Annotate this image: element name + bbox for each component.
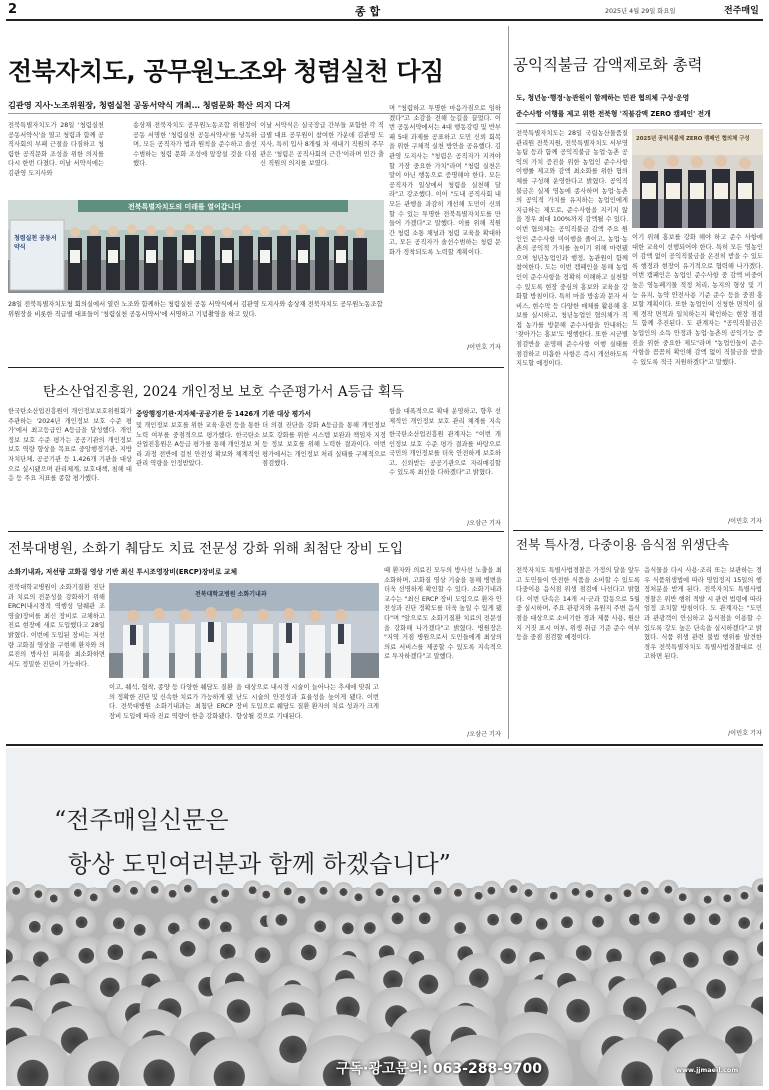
article1-caption: 28일 전북특별자치도청 회의실에서 열린 노조와 함께하는 청렴실천 공동 서약식에서 김관영 도지사와 송상재 전북자치도 공무원노동조합 위원장을 비롯한 직급별 대표들이 '청렴실천 공동서약서'에 서명하고 기념촬영을 하고 있다. [8,301,383,318]
sunflower-decoration [717,888,737,908]
article1-subhead: 김관영 지사·노조위원장, 청렴실천 공동서약식 개최… 청렴문화 확산 의지 다져 [8,100,291,110]
ad-top-rule [6,744,763,746]
article1-headline: 전북자치도, 공무원노조와 청렴실천 다짐 [8,57,444,86]
sunflower-decoration [579,884,599,904]
sunflower-decoration [544,886,564,906]
issue-date: 2025년 4월 29일 화요일 [605,8,676,15]
article2-photo [632,129,763,228]
sunflower-decoration [383,903,413,933]
ad-quote-line2: 항상 도민여러분과 함께 하겠습니다” [68,850,451,878]
article5-byline: /오삼근 기자 [467,731,501,738]
article5-col4: 때 환자와 의료진 모두의 방사선 노출을 최소화하며, 고화질 영상 기술을 통해 병변을 더욱 선명하게 확인할 수 있다. 소화기내과 교수는 "최신 ERCP 장비 도입으로 환자 안전성과 진단 정확도를 더욱 높일 수 있게 됐다"며 "앞으로도 소화기질환 치료의 전문성을 강화해 나가겠다"고 밝혔다. 병원장은 "지역 거점 병원으로서 도민들에게 최상의 의료 서비스를 제공할 수 있도록 지속적으로 투자하겠다"고 말했다. [384,567,502,661]
sunflower-decoration [256,885,276,905]
sunflower-decoration [215,883,235,903]
sunflower-decoration [410,903,440,933]
article1-col3: 이날 서약식은 실국장급 간부들 포함한 각 직급별 대표 공무원이 참여한 가운데 김관영 도지사, 특히 입사 8개월 차 새내기 직원의 주무관은 '청렴은 공직사회의 근간'이라며 민간 출신 직원의 의지를 보였다. [260,122,384,168]
article2-headline: 공익직불금 감액제로화 총력 [513,56,703,74]
ad-quote-line1: “전주매일신문은 [54,806,229,834]
article1-col2: 송상재 전북자치도 공무원노동조합 위원장이 공동 서명한 '청렴실천 공동서약서'를 낭독하며, 모든 공직자가 법과 원칙을 준수하고 솔선수범하는 청렴 문화 조성에 앞장설 것을 다짐했다. [133,122,257,168]
sunflower-decoration [735,886,755,906]
article5-subhead: 소화기내과, 저선량 고화질 영상 기반 최신 투시조영장비(ERCP)장비로 교체 [8,568,238,576]
article5-col2: 이고, 췌석, 협착, 종양 등 다양한 췌담도 질환의 정확한 진단 및 신속한 치료가 가능하게 됐다. 전북대병원 소화기내과는 최첨단 ERCP 장비 도입에 따라 진료 역량이 한층 강화됐다. [109,684,233,720]
page-number: 2 [8,2,18,17]
article2-subhead-2: 준수사항 이행률 제고 위한 전북형 '직불감액 ZERO 캠페인' 전개 [516,110,711,118]
sunflower-decoration [124,881,144,901]
sunflower-decoration [618,883,638,903]
article2-col2: 이기 위해 홍보를 강화 해야 하고 준수 사항에 대한 교육이 선행되어야 한다. 특히 모든 영농인이 감액 없이 공익직불금을 온전히 받을 수 있도록 행정과 현장이 유기적으로 협력해 나가겠다. 이번 캠페인은 농업인 준수사항 중 감액 비중이 높은 영농폐기물 적정 처리, 농지의 형상 및 기능 유지, 농약 안전사용 기준 준수 등을 중점 홍보할 계획이다. 또한 농업인이 신청한 면적이 실제 경작 면적과 일치하는지 확인하는 현장 점검도 함께 추진된다. 도 관계자는 "공익직불금은 농업인의 소득 안정과 농업·농촌의 공익기능 증진을 위한 중요한 제도"라며 "농업인들이 준수사항을 꼼꼼히 확인해 감액 없이 직불금을 받을 수 있도록 적극 지원하겠다"고 말했다. [632,234,763,366]
article2-subhead-1: 도, 청년농·행정·농관원이 함께하는 민관 협의체 구성·운영 [516,94,690,102]
ad-url: www.jjmaeil.com [676,1066,739,1074]
sunflower-decoration [635,881,655,901]
article3-col2: 및 개인정보 보호를 위한 교육·훈련 등을 통한 노력 여부를 중점적으로 평가했다. 한국탄소산업진흥원은 A등급 평가를 통해 개인정보 처리 과정 전반에 걸친 안전성 확보와 체계적인 관리 역량을 인정받았다. [136,422,260,468]
ad-contact: 구독·광고문의: 063-288-9700 [336,1061,542,1077]
sunflower-decoration [501,904,531,934]
sunflower-decoration [266,905,296,935]
article4-headline: 전북 특사경, 다중이용 음식점 위생단속 [516,537,730,552]
article3-subhead: 중앙행정기관·지자체·공공기관 등 1426개 기관 대상 평가서 [136,410,311,418]
article2-byline: /이민호 기자 [728,518,762,525]
column-divider [508,26,509,739]
article4-col2: 음식물을 다시 사용·조리 또는 보관하는 경우 식품위생법에 따라 영업정지 15일의 행정처분을 받게 된다. 전북자치도 특별사법경찰은 위반 행위 적발 시 관련 법령에 따라 엄정 조치할 방침이다. 도 관계자는 "도민과 관광객이 안심하고 음식점을 이용할 수 있도록 강도 높은 단속을 실시하겠다"고 밝혔다. 식품 위생 관련 불법 행위를 발견한 경우 전북특별자치도 특별사법경찰대로 신고하면 된다. [644,567,762,661]
sunflower-decoration [598,888,618,908]
sunflower-decoration [519,883,539,903]
article1-bottom-rule [8,367,504,368]
article5-headline: 전북대병원, 소화기 췌담도 치료 전문성 강화 위해 최첨단 장비 도입 [8,541,404,557]
sunflower-decoration [583,907,613,937]
article4-byline: /이민호 기자 [728,730,762,737]
sunflower-decoration [639,903,669,933]
article3-col5: 한국탄소산업진흥원 관계자는 "이번 개인정보 보호 수준 평가 결과를 바탕으로 국민의 개인정보를 더욱 안전하게 보호하고, 신뢰받는 공공기관으로 자리매김할 수 있도록 최선을 다하겠다"고 밝혔다. [389,431,501,477]
article5-col1: 전북대학교병원이 소화기질환 진단과 치료의 전문성을 강화하기 위해 ERCP(내시경적 역행성 담췌관 조영술)장비를 최신 장비로 교체하고 진료 현장에 새로 도입했다고 28일 밝혔다. 이번에 도입된 장비는 저선량 고화질 영상을 구현해 환자와 의료진의 방사선 피폭을 최소화하면서도 정밀한 진단이 가능하다. [8,584,105,668]
sunflower-decoration [700,904,730,934]
sunflower-decoration [107,879,127,899]
article3-col3: 더 의결 진단을 강화 A등급을 통해 개인정보 보호 강화를 위한 시스템 보완과 책임자 지정 등 정보 보호를 위해 노력한 결과이다. 이번 평가에서는 개인정보 처리 실태를 구체적으로 점검했다. [262,422,386,468]
sunflower-decoration [314,881,334,901]
article5-photo [109,583,379,678]
article1-photo-sign: 청렴실천 공동서약식 [14,235,57,251]
article5-col3: 을 대상으로 내시경 시술이 늘어나는 추세에 맞춰 고난도 시술의 안전성과 효율성을 높이게 됐다. 이번 장비 도입으로 췌담도 질환 환자의 치료 성과가 크게 향상될 것으로 기대된다. [236,684,379,720]
article2-photo-banner: 2025년 공익직불제 ZERO 캠페인 협의체 구성 [636,136,750,142]
article3-col4: 항을 대폭적으로 확대 운영하고, 향후 선제적인 개인정보 보호 관리 체계를 지속 [389,408,501,425]
article2-sub-rule [516,123,762,124]
section-label: 종 합 [355,5,381,18]
sunflower-decoration [552,907,582,937]
sunflower-decoration [428,881,448,901]
header-rule [6,19,763,21]
sunflower-decoration [178,879,198,899]
article3-byline: /오삼근 기자 [467,520,501,527]
sunflower-decoration [44,889,64,909]
article3-col1: 한국탄소산업진흥원이 개인정보보호위원회가 주관하는 '2024년 개인정보 보호 수준 평가'에서 최고등급인 A등급을 달성했다. 개인정보 보호 수준 평가는 공공기관의 개인정보 보호 역량 향상을 목표로 중앙행정기관, 지방자치단체, 공공기관 등 1,426개 기관을 대상으로 실시됐으며 관리체계, 보호대책, 침해 대응 등 주요 지표를 종합 평가했다. [8,408,132,483]
sunflower-decoration [481,881,501,901]
masthead: 전주매일 [724,6,759,16]
sunflower-decoration [6,881,26,901]
article2-col1: 전북특별자치도는 28일 국립농산물품질관리원 전북지원, 전북특별자치도 서부영농팀 등과 함께 공익직불금 농업·농촌 공익의 가치 증진을 위한 농업인 준수사항 이행률 제고와 감액 최소화를 위한 협의체를 구성해 운영한다고 밝혔다. 공익직불금은 실제 영농에 종사하며 농업·농촌의 공익적 가치를 유지하는 농업인에게 지급하는 제도로, 준수사항을 지키지 않을 경우 최대 100%까지 감액될 수 있다. 이번 협의체는 공익직불금 감액 주요 원인인 준수사항 미이행을 줄이고, 농업·농촌의 공익적 가치를 높이기 위해 마련됐으며 청년농업인과 행정, 농관원이 함께 참여한다. 도는 이번 캠페인을 통해 농업인이 준수사항을 정확히 이해하고 실천할 수 있도록 현장 중심의 홍보와 교육을 강화할 방침이다. 특히 마을 방송과 문자 서비스, 현수막 등 다양한 매체를 활용해 홍보를 실시하고, 청년농업인 협의체가 직접 농가를 방문해 준수사항을 안내하는 '찾아가는 홍보'도 병행한다. 또한 시군별 점검반을 운영해 준수사항 이행 실태를 점검하고 미흡한 사항은 즉시 개선하도록 지도할 예정이다. [516,130,628,368]
article4-col1: 전북자치도 특별사법경찰은 가정의 달을 앞두고 도민들이 안전한 식품을 소비할 수 있도록 다중이용 음식점 위생 점검에 나선다고 밝혔다. 이번 단속은 14개 시·군과 합동으로 5월 중 실시하며, 주요 관광지와 유원지 주변 음식점을 대상으로 소비기한 경과 제품 사용, 원산지 거짓 표시 여부, 위생 취급 기준 준수 여부 등을 중점 점검할 예정이다. [516,567,640,642]
article2-bottom-rule [513,530,763,531]
sunflower-decoration [448,883,468,903]
article1-col1: 전북특별자치도가 28일 '청렴실천 공동서약식'을 열고 청렴과 함께 공직사회의 부패 근절을 다짐하고 청렴한 공직문화 조성을 위한 의지를 다시 한번 다졌다. 이날 서약식에는 김관영 도지사와 [8,122,104,177]
article1-col4: 며 "청렴하고 투명한 마음가짐으로 임하겠다"고 소감을 전해 눈길을 끌었다. 이번 공동서약에서는 4대 행동강령 및 반부패 5대 과제를 공표하고 도민 신뢰 회복을 위한 구체적 실천 방안을 공유했다. 김관영 도지사는 "청렴은 공직자가 지켜야 할 가장 중요한 가치"라며 "청렴 실천은 말이 아닌 행동으로 증명해야 한다. 모든 공직자가 일상에서 청렴을 실천해 달라"고 강조했다. 이어 "도내 공직사회 내 모든 관행을 과감히 개선해 도민이 신뢰할 수 있는 투명한 전북특별자치도를 만들어 가겠다"고 말했다. 이를 위해 직원 간 청렴 소통 채널과 청렴 교육을 확대하고, 모든 공직자가 솔선수범하는 청렴 문화가 정착되도록 노력할 계획이다. [389,105,501,256]
sunflower-decoration [145,880,165,900]
sunflower-decoration [84,887,104,907]
sunflower-decoration [67,907,97,937]
article1-photo-banner: 전북특별자치도의 미래를 열어갑니다 [128,203,242,211]
article3-headline: 탄소산업진흥원, 2024 개인정보 보호 수준평가서 A등급 획득 [43,384,405,400]
sunflower-decoration [349,887,369,907]
article1-byline: /이민호 기자 [467,344,501,351]
sunflower-decoration [292,890,312,910]
ad-banner [6,748,763,1086]
article5-photo-banner: 전북대학교병원 소화기내과 [195,591,267,598]
article3-bottom-rule [8,531,504,532]
article1-photo [8,200,384,293]
